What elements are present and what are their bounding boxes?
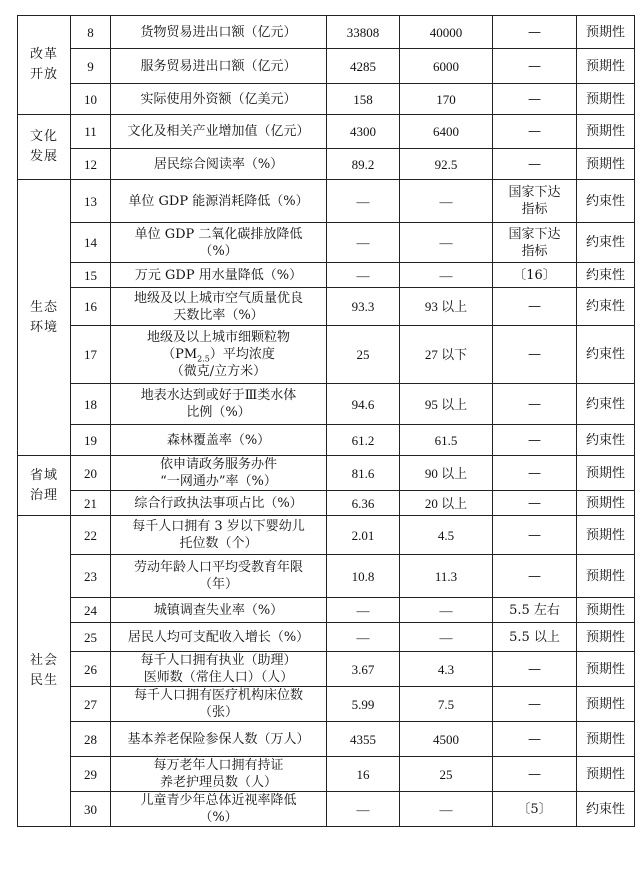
indicator-table-body [18,16,635,827]
row-number: 17 [71,326,111,384]
target-value: 92.5 [400,149,493,180]
indicator-name: 每千人口拥有执业（助理） 医师数（常住人口）（人） [111,652,327,687]
table-row [18,263,635,288]
table-row [18,555,635,598]
base-value: 33808 [327,16,400,49]
cumulative-value: — [493,149,577,180]
table-row [18,84,635,115]
cumulative-value: — [493,288,577,326]
category-cell: 省域 治理 [18,456,71,516]
base-value: 93.3 [327,288,400,326]
target-value: — [400,598,493,623]
indicator-name: 地级及以上城市细颗粒物 $(PM_{2.5})$平均浓度 （微克/立方米） [111,326,327,384]
category-cell: 社会 民生 [18,516,71,827]
attribute: 约束性 [577,425,635,456]
row-number: 26 [71,652,111,687]
table-row [18,491,635,516]
row-number: 14 [71,223,111,263]
indicator-name: 居民综合阅读率（%） [111,149,327,180]
attribute: 约束性 [577,263,635,288]
row-number: 30 [71,792,111,827]
base-value: — [327,598,400,623]
indicator-name: 地级及以上城市空气质量优良 天数比率（%） [111,288,327,326]
cumulative-value: — [493,722,577,757]
base-value: 4300 [327,115,400,149]
table-row [18,16,635,49]
target-value: 27 以下 [400,326,493,384]
target-value: — [400,792,493,827]
base-value: 61.2 [327,425,400,456]
row-number: 15 [71,263,111,288]
target-value: 6400 [400,115,493,149]
indicator-name: 服务贸易进出口额（亿元） [111,49,327,84]
cumulative-value: — [493,757,577,792]
attribute: 预期性 [577,516,635,555]
target-value: 170 [400,84,493,115]
base-value: 4355 [327,722,400,757]
target-value: — [400,180,493,223]
target-value: 25 [400,757,493,792]
target-value: 93 以上 [400,288,493,326]
table-row [18,792,635,827]
attribute: 预期性 [577,149,635,180]
base-value: 10.8 [327,555,400,598]
attribute: 约束性 [577,288,635,326]
attribute: 预期性 [577,49,635,84]
cumulative-value: — [493,384,577,425]
table-row [18,757,635,792]
attribute: 预期性 [577,491,635,516]
indicator-name: 每万老年人口拥有持证 养老护理员数（人） [111,757,327,792]
table-row [18,384,635,425]
attribute: 预期性 [577,687,635,722]
indicator-name: 居民人均可支配收入增长（%） [111,623,327,652]
attribute: 约束性 [577,384,635,425]
table-row [18,223,635,263]
target-value: 4.3 [400,652,493,687]
target-value: 6000 [400,49,493,84]
indicator-name: 单位 GDP 二氧化碳排放降低 （%） [111,223,327,263]
row-number: 9 [71,49,111,84]
cumulative-value: — [493,555,577,598]
attribute: 预期性 [577,115,635,149]
indicator-name: 劳动年龄人口平均受教育年限 （年） [111,555,327,598]
indicator-name: 货物贸易进出口额（亿元） [111,16,327,49]
cumulative-value: — [493,49,577,84]
category-cell: 改革 开放 [18,16,71,115]
indicator-name: 综合行政执法事项占比（%） [111,491,327,516]
indicator-name: 实际使用外资额（亿美元） [111,84,327,115]
base-value: 89.2 [327,149,400,180]
table-row [18,652,635,687]
row-number: 12 [71,149,111,180]
row-number: 23 [71,555,111,598]
row-number: 24 [71,598,111,623]
row-number: 21 [71,491,111,516]
row-number: 13 [71,180,111,223]
row-number: 28 [71,722,111,757]
cumulative-value: — [493,16,577,49]
target-value: — [400,223,493,263]
cumulative-value: 5.5 以上 [493,623,577,652]
target-value: 7.5 [400,687,493,722]
base-value: 81.6 [327,456,400,491]
cumulative-value: — [493,687,577,722]
base-value: 5.99 [327,687,400,722]
cumulative-value: — [493,425,577,456]
cumulative-value: 5.5 左右 [493,598,577,623]
cumulative-value: 国家下达 指标 [493,180,577,223]
target-value: 4500 [400,722,493,757]
base-value: — [327,263,400,288]
indicator-name: 城镇调查失业率（%） [111,598,327,623]
table-row [18,180,635,223]
row-number: 27 [71,687,111,722]
indicator-name: 每千人口拥有医疗机构床位数 （张） [111,687,327,722]
table-row [18,425,635,456]
target-value: — [400,623,493,652]
base-value: — [327,180,400,223]
table-row [18,598,635,623]
cumulative-value: 〔16〕 [493,263,577,288]
attribute: 约束性 [577,792,635,827]
cumulative-value: — [493,652,577,687]
row-number: 22 [71,516,111,555]
attribute: 预期性 [577,598,635,623]
target-value: — [400,263,493,288]
table-row [18,516,635,555]
base-value: 4285 [327,49,400,84]
attribute: 约束性 [577,223,635,263]
indicator-name: 单位 GDP 能源消耗降低（%） [111,180,327,223]
target-value: 61.5 [400,425,493,456]
cumulative-value: — [493,115,577,149]
attribute: 预期性 [577,456,635,491]
row-number: 11 [71,115,111,149]
base-value: — [327,623,400,652]
table-row [18,623,635,652]
target-value: 20 以上 [400,491,493,516]
row-number: 25 [71,623,111,652]
row-number: 16 [71,288,111,326]
attribute: 预期性 [577,16,635,49]
row-number: 18 [71,384,111,425]
cumulative-value: 〔5〕 [493,792,577,827]
attribute: 预期性 [577,757,635,792]
base-value: 3.67 [327,652,400,687]
row-number: 8 [71,16,111,49]
indicator-name: 基本养老保险参保人数（万人） [111,722,327,757]
target-value: 11.3 [400,555,493,598]
table-row [18,115,635,149]
attribute: 约束性 [577,180,635,223]
category-cell: 生态 环境 [18,180,71,456]
attribute: 约束性 [577,326,635,384]
indicator-name: 依申请政务服务办件 “一网通办”率（%） [111,456,327,491]
row-number: 29 [71,757,111,792]
table-row [18,288,635,326]
cumulative-value: — [493,456,577,491]
base-value: 16 [327,757,400,792]
table-row [18,49,635,84]
base-value: 6.36 [327,491,400,516]
indicator-name: 万元 GDP 用水量降低（%） [111,263,327,288]
cumulative-value: — [493,491,577,516]
table-row [18,149,635,180]
cumulative-value: — [493,516,577,555]
base-value: — [327,223,400,263]
indicator-table [17,15,635,827]
attribute: 预期性 [577,555,635,598]
attribute: 预期性 [577,84,635,115]
table-row [18,326,635,384]
row-number: 20 [71,456,111,491]
target-value: 95 以上 [400,384,493,425]
indicator-name: 每千人口拥有 3 岁以下婴幼儿 托位数（个） [111,516,327,555]
cumulative-value: 国家下达 指标 [493,223,577,263]
category-cell: 文化 发展 [18,115,71,180]
row-number: 10 [71,84,111,115]
table-row [18,722,635,757]
indicator-name: 文化及相关产业增加值（亿元） [111,115,327,149]
row-number: 19 [71,425,111,456]
target-value: 40000 [400,16,493,49]
attribute: 预期性 [577,652,635,687]
base-value: 2.01 [327,516,400,555]
base-value: 25 [327,326,400,384]
table-row [18,456,635,491]
indicator-name: 儿童青少年总体近视率降低 （%） [111,792,327,827]
attribute: 预期性 [577,722,635,757]
indicator-name: 森林覆盖率（%） [111,425,327,456]
target-value: 4.5 [400,516,493,555]
attribute: 预期性 [577,623,635,652]
base-value: 158 [327,84,400,115]
indicator-name: 地表水达到或好于Ⅲ类水体 比例（%） [111,384,327,425]
base-value: 94.6 [327,384,400,425]
table-row [18,687,635,722]
target-value: 90 以上 [400,456,493,491]
base-value: — [327,792,400,827]
cumulative-value: — [493,84,577,115]
cumulative-value: — [493,326,577,384]
